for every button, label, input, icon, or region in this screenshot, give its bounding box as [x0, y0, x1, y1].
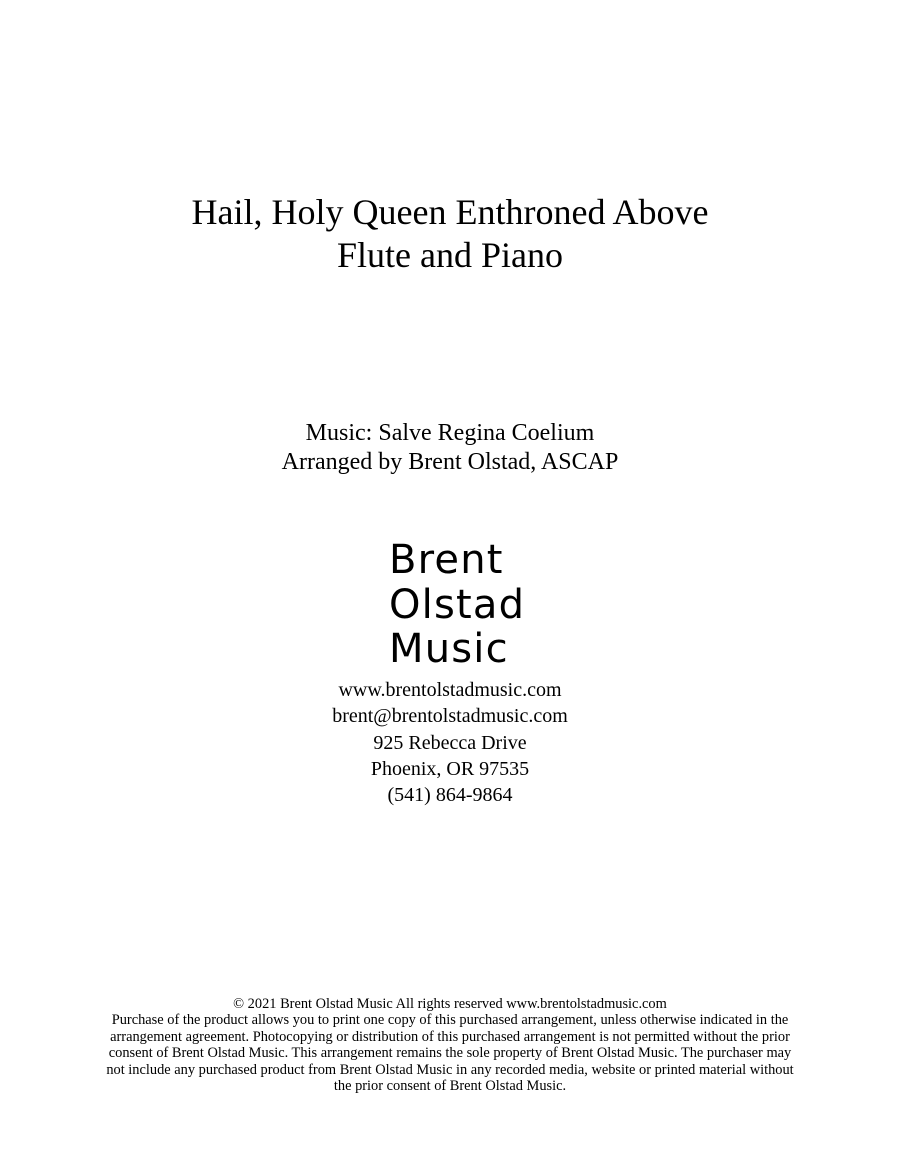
copyright-footer [55, 996, 845, 1094]
city-address: Phoenix, OR 97535 [370, 757, 530, 780]
contact-block [0, 677, 900, 808]
license-notice-line: arrangement agreement. Photocopying or distribution of this purchased arrangement is not permitted without the prior [110, 1028, 790, 1045]
logo-line-brent: Brent [389, 537, 504, 583]
logo-line-olstad: Olstad [389, 581, 526, 628]
license-notice-line: the prior consent of Brent Olstad Music. [333, 1078, 567, 1095]
license-notice-line: not include any purchased product from Brent Olstad Music in any recorded media, website or printed material without [106, 1061, 794, 1078]
arranger-credit: Arranged by Brent Olstad, ASCAP [281, 449, 619, 475]
license-notice-line: consent of Brent Olstad Music. This arrangement remains the sole property of Brent Olstad Music. The purchaser may [108, 1045, 792, 1062]
piece-title: Hail, Holy Queen Enthroned Above [191, 192, 709, 232]
phone-number: (541) 864-9864 [387, 784, 513, 807]
publisher-logo [389, 538, 525, 672]
instrumentation-subtitle: Flute and Piano [337, 235, 563, 275]
license-notice-line: Purchase of the product allows you to print one copy of this purchased arrangement, unless otherwise indicated in the [111, 1012, 789, 1029]
street-address: 925 Rebecca Drive [373, 731, 527, 754]
music-source-credit: Music: Salve Regina Coelium [305, 420, 595, 446]
email-text: brent@brentolstadmusic.com [332, 705, 568, 728]
credits-block [0, 419, 900, 477]
copyright-line: © 2021 Brent Olstad Music All rights reserved www.brentolstadmusic.com [233, 996, 667, 1012]
logo-line-music: Music [389, 626, 509, 672]
website-text: www.brentolstadmusic.com [338, 679, 562, 701]
